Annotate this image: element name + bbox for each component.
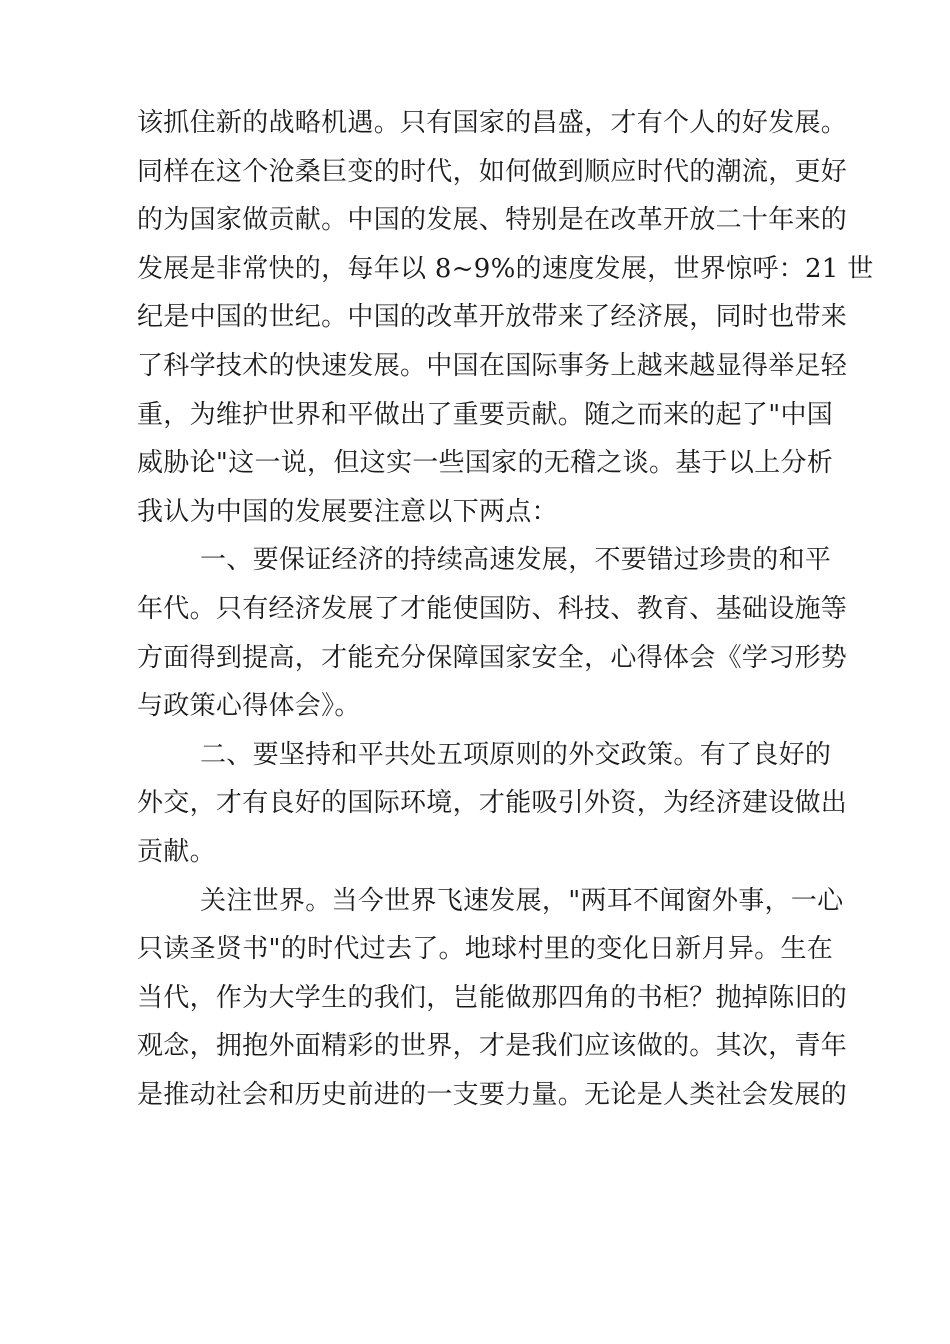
paragraph-1-line-6: 了科学技术的快速发展。中国在国际事务上越来越显得举足轻: [137, 350, 848, 381]
paragraph-1-line-8: 威胁论"这一说，但这实一些国家的无稽之谈。基于以上分析: [137, 448, 834, 479]
paragraph-4-line-4: 观念，拥抱外面精彩的世界，才是我们应该做的。其次，青年: [137, 1031, 848, 1062]
paragraph-2-line-2: 年代。只有经济发展了才能使国防、科技、教育、基础设施等: [137, 593, 848, 624]
paragraph-1-line-4: 发展是非常快的，每年以 8~9%的速度发展，世界惊呼：21 世: [137, 253, 874, 284]
paragraph-3-line-2: 外交，才有良好的国际环境，才能吸引外资，为经济建设做出: [137, 788, 848, 819]
paragraph-3-line-1: 二、要坚持和平共处五项原则的外交政策。有了良好的: [200, 739, 832, 770]
paragraph-2-line-1: 一、要保证经济的持续高速发展，不要错过珍贵的和平: [200, 545, 832, 576]
paragraph-2-line-3: 方面得到提高，才能充分保障国家安全，心得体会《学习形势: [137, 642, 848, 673]
paragraph-4-line-2: 只读圣贤书"的时代过去了。地球村里的变化日新月异。生在: [137, 934, 834, 965]
paragraph-1-line-1: 该抓住新的战略机遇。只有国家的昌盛，才有个人的好发展。: [137, 108, 848, 138]
paragraph-3-line-3: 贡献。: [137, 836, 216, 867]
paragraph-2-line-4: 与政策心得体会》。: [137, 691, 361, 722]
paragraph-1-line-5: 纪是中国的世纪。中国的改革开放带来了经济展，同时也带来: [137, 302, 848, 333]
paragraph-4-line-5: 是推动社会和历史前进的一支要力量。无论是人类社会发展的: [137, 1079, 848, 1110]
paragraph-4-line-1: 关注世界。当今世界飞速发展，"两耳不闻窗外事，一心: [200, 885, 844, 916]
paragraph-1-line-7: 重，为维护世界和平做出了重要贡献。随之而来的起了"中国: [137, 399, 834, 430]
paragraph-4-line-3: 当代，作为大学生的我们，岂能做那四角的书柜？抛掉陈旧的: [137, 982, 848, 1013]
document-body: [137, 99, 874, 1119]
paragraph-1-line-3: 的为国家做贡献。中国的发展、特别是在改革开放二十年来的: [137, 205, 848, 236]
paragraph-1-line-9: 我认为中国的发展要注意以下两点：: [137, 496, 558, 527]
paragraph-1-line-2: 同样在这个沧桑巨变的时代，如何做到顺应时代的潮流，更好: [137, 156, 848, 187]
